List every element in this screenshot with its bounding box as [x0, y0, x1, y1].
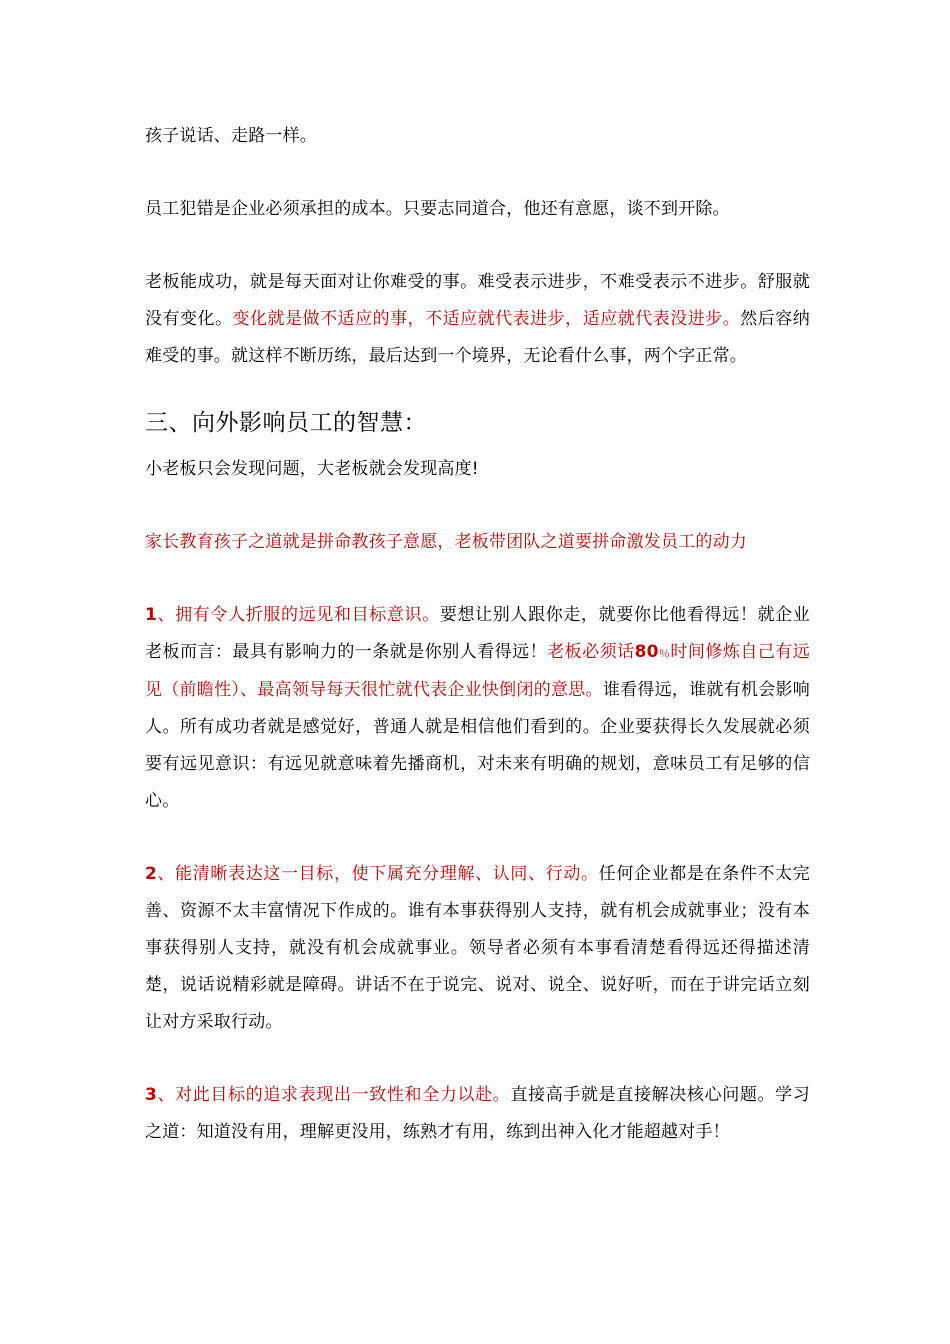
highlight-text: 变化就是做不适应的事，不适应就代表进步，适应就代表没进步。: [232, 309, 741, 329]
section-red-line: [145, 524, 810, 561]
highlight-text: 时间修炼自己有远见（前瞻性）、最高领导每天很忙就代表企业快倒闭的意思。: [145, 642, 810, 700]
highlight-text: 家长教育孩子之道就是拼命教孩子意愿，老板带团队之道要拼命激发员工的动力: [145, 532, 747, 552]
highlight-text: 老板必须话: [547, 642, 635, 662]
paragraph-text: 谁看得远，谁就有机会影响人。所有成功者就是感觉好，普通人就是相信他们看到的。企业要获得长久发展就必须要有远见意识：有远见就意味着先播商机，对未来有明确的规划，意味员工有足够的信心。: [145, 680, 810, 811]
list-item-1: [145, 597, 810, 820]
item-title: 、能清晰表达这一目标，使下属充分理解、认同、行动。: [157, 864, 599, 884]
section-intro: [145, 451, 810, 488]
highlight-number: 80: [634, 642, 659, 662]
paragraph-text: 然后容纳难受的事。就这样不断历练，最后达到一个境界，无论看什么事，两个字正常。: [145, 309, 810, 366]
paragraph-text: 直接高手就是直接解决核心问题。学习之道：知道没有用，理解更没用，练熟才有用，练到出神入化才能超越对手！: [145, 1085, 810, 1142]
item-number: 3: [145, 1085, 158, 1105]
paragraph-text: 小老板只会发现问题，大老板就会发现高度!: [145, 459, 479, 479]
list-item-3: [145, 1077, 810, 1151]
list-item-2: [145, 856, 810, 1041]
paragraph-text: 任何企业都是在条件不太完善、资源不太丰富情况下作成的。谁有本事获得别人支持，就有机会成就事业；没有本事获得别人支持，就没有机会成就事业。领导者必须有本事看清楚看得远还得描述清楚，说话说精彩就是障碍。讲话不在于说完、说对、说全、说好听，而在于讲完话立刻让对方采取行动。: [145, 864, 810, 1032]
item-number: 2: [145, 864, 158, 884]
document-page: [145, 118, 810, 1187]
paragraph-children-speaking: [145, 118, 810, 155]
percent-sign: ％: [658, 647, 671, 660]
paragraph-employee-mistakes: [145, 191, 810, 228]
paragraph-boss-success: [145, 264, 810, 375]
item-title: 、拥有令人折服的远见和目标意识。: [157, 605, 440, 625]
paragraph-text: 员工犯错是企业必须承担的成本。只要志同道合，他还有意愿，谈不到开除。: [145, 199, 730, 219]
paragraph-text: 孩子说话、走路一样。: [145, 126, 317, 146]
paragraph-text: 老板能成功，就是每天面对让你难受的事。难受表示进步，不难受表示不进步。舒服就没有变化。: [145, 272, 810, 329]
paragraph-text: 要想让别人跟你走，就要你比他看得远！就企业老板而言：最具有影响力的一条就是你别人看得远！: [145, 605, 810, 662]
section-heading: 三、向外影响员工的智慧：: [145, 410, 427, 436]
item-number: 1: [145, 605, 158, 625]
item-title: 、对此目标的追求表现出一致性和全力以赴。: [157, 1085, 511, 1105]
